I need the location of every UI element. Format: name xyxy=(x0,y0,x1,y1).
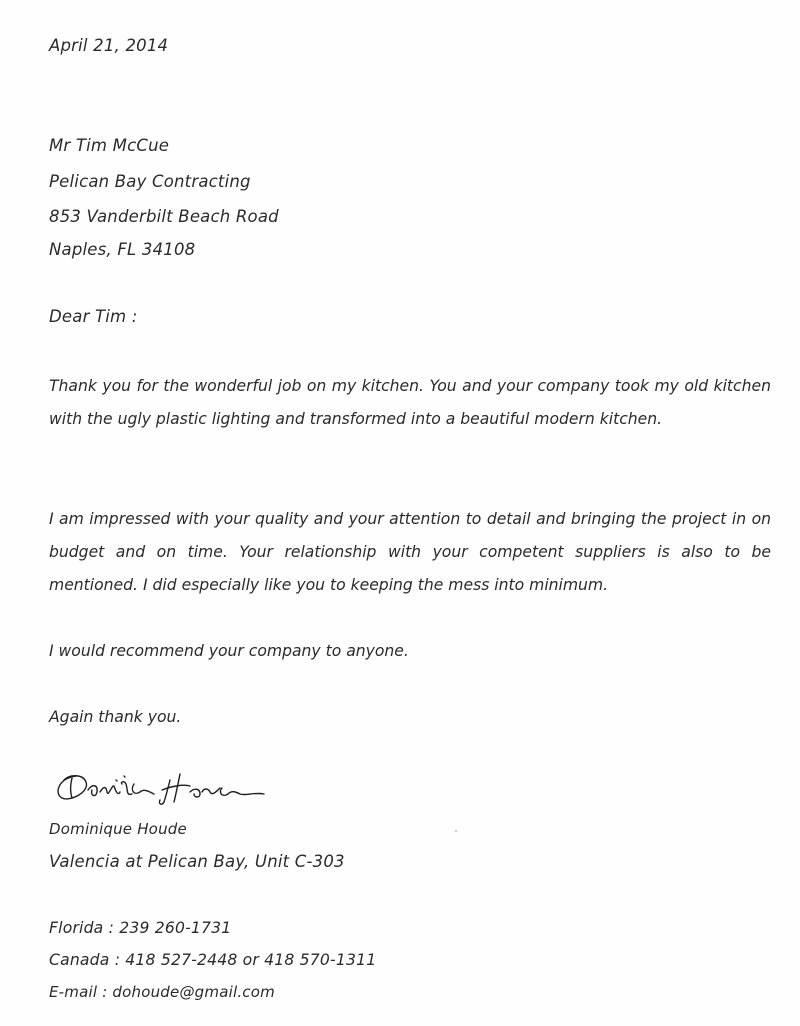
recipient-city: Naples, FL 34108 xyxy=(49,240,196,259)
sender-name: Dominique Houde xyxy=(49,820,187,838)
letter-date: April 21, 2014 xyxy=(49,36,169,55)
sender-address: Valencia at Pelican Bay, Unit C-303 xyxy=(49,852,345,871)
paragraph-recommend: I would recommend your company to anyone. xyxy=(49,642,409,660)
paragraph-closing: Again thank you. xyxy=(49,708,182,726)
handwritten-signature xyxy=(50,762,280,814)
recipient-company: Pelican Bay Contracting xyxy=(49,172,251,191)
greeting: Dear Tim : xyxy=(49,307,138,326)
paper-speck xyxy=(455,830,457,832)
paragraph-impressed: I am impressed with your quality and your attention to detail and bringing the project in on budget and on time. Your relationship with your competent suppliers is also to be mentioned. I did especially like you to keeping the mess into minimum. xyxy=(49,510,771,594)
recipient-name: Mr Tim McCue xyxy=(49,136,170,155)
sender-canada-phone: Canada : 418 527-2448 or 418 570-1311 xyxy=(49,951,377,969)
recipient-street: 853 Vanderbilt Beach Road xyxy=(49,207,279,226)
paragraph-thanks: Thank you for the wonderful job on my kitchen. You and your company took my old kitchen with the ugly plastic lighting and transformed into a beautiful modern kitchen. xyxy=(49,377,771,428)
sender-email: E-mail : dohoude@gmail.com xyxy=(49,983,275,1001)
sender-florida-phone: Florida : 239 260-1731 xyxy=(49,919,232,937)
